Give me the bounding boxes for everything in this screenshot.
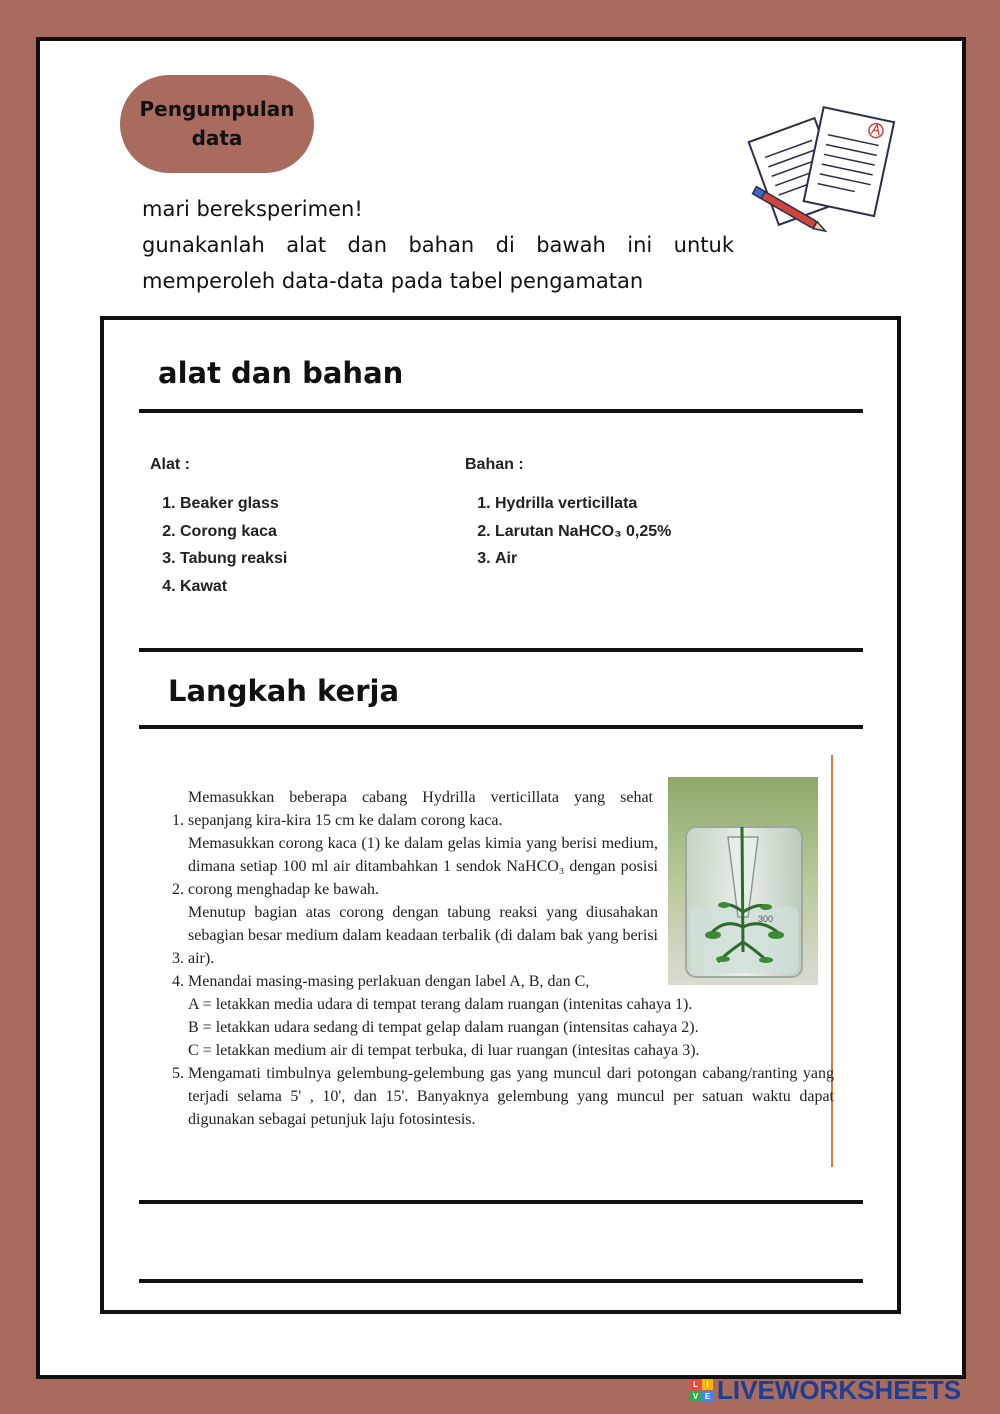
alat-item: 2. Corong kaca — [180, 518, 287, 546]
bahan-title: Bahan : — [465, 456, 524, 473]
logo-squares-icon — [690, 1379, 713, 1402]
alat-item: 1. Beaker glass — [180, 490, 287, 518]
step-sub-c: C = letakkan medium air di tempat terbuka, di luar ruangan (intesitas cahaya 3). — [188, 1042, 700, 1059]
liveworksheets-logo — [690, 1375, 961, 1406]
section-pill: Pengumpulan data — [120, 75, 314, 173]
logo-letter: E — [702, 1391, 713, 1402]
step-item — [188, 970, 834, 1062]
divider — [139, 409, 863, 413]
step-item — [188, 1062, 834, 1131]
bahan-item: 3. Air — [495, 545, 671, 573]
step-text: Menandai masing-masing perlakuan dengan label A, B, dan C, — [188, 973, 590, 990]
bahan-item: 1. Hydrilla verticillata — [495, 490, 671, 518]
step-item — [188, 832, 834, 901]
papers-and-pen-icon — [740, 106, 910, 236]
brand-text: LIVEWORKSHEETS — [717, 1375, 962, 1405]
step-item — [188, 786, 834, 832]
worksheet-page — [36, 37, 966, 1379]
alat-item: 3. Tabung reaksi — [180, 545, 287, 573]
step-sub-b: B = letakkan udara sedang di tempat gelap dalam ruangan (intensitas cahaya 2). — [188, 1019, 699, 1036]
alat-list — [150, 456, 287, 600]
step-item — [188, 901, 834, 970]
divider — [139, 725, 863, 729]
bahan-list — [465, 456, 671, 573]
step-text: Memasukkan corong kaca (1) ke dalam gelas kimia yang berisi medium, dimana setiap 100 ml air ditambahkan 1 sendok NaHCO₃ dengan posisi corong menghadap ke bawah. — [188, 835, 658, 898]
heading-langkah-kerja: Langkah kerja — [168, 674, 400, 708]
intro-line-3: memperoleh data-data pada tabel pengamatan — [142, 269, 644, 293]
step-text: Menutup bagian atas corong dengan tabung reaksi yang diusahakan sebagian besar medium dalam keadaan terbalik (di dalam bak yang berisi air). — [188, 904, 658, 967]
logo-letter: V — [690, 1391, 701, 1402]
logo-letter: I — [702, 1379, 713, 1390]
intro-line-1: mari bereksperimen! — [142, 197, 363, 221]
heading-alat-dan-bahan: alat dan bahan — [158, 356, 404, 390]
step-text: Memasukkan beberapa cabang Hydrilla verticillata yang sehat sepanjang kira-kira 15 cm ke dalam corong kaca. — [188, 789, 653, 829]
alat-item: 4. Kawat — [180, 573, 287, 601]
divider — [139, 1279, 863, 1283]
bahan-item: 2. Larutan NaHCO₃ 0,25% — [495, 518, 671, 546]
logo-letter: L — [690, 1379, 701, 1390]
beaker-mark: 300 — [758, 914, 774, 924]
experiment-box — [100, 316, 901, 1314]
divider — [139, 1200, 863, 1204]
divider — [139, 648, 863, 652]
steps-list — [168, 786, 834, 1131]
step-text: Mengamati timbulnya gelembung-gelembung gas yang muncul dari potongan cabang/ranting yang terjadi selama 5' , 10', dan 15'. Banyaknya gelembung yang muncul per satuan waktu dapat digunakan sebagai petunjuk laju fotosintesis. — [188, 1065, 834, 1128]
alat-title: Alat : — [150, 456, 190, 473]
intro-line-2: gunakanlah alat dan bahan di bawah ini untuk — [142, 233, 734, 257]
step-sub-a: A = letakkan media udara di tempat terang dalam ruangan (intenitas cahaya 1). — [188, 996, 693, 1013]
intro-text — [142, 191, 734, 299]
